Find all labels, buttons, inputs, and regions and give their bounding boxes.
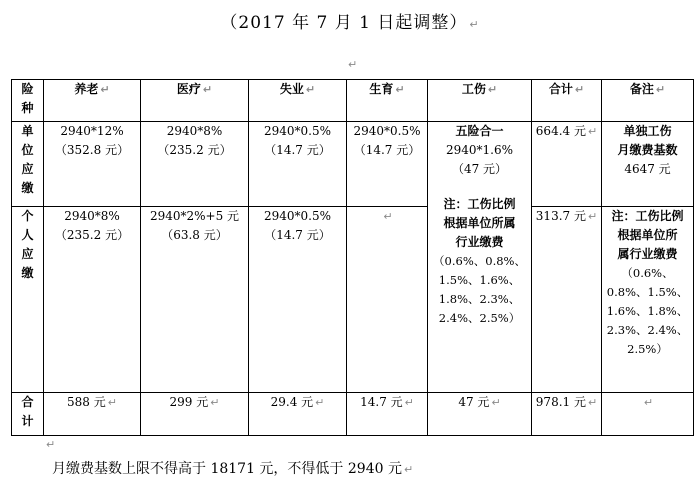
header-unemployment: 失业 ↵ [249, 80, 347, 122]
unit-remarks-cell: 单独工伤 月缴费基数 4647 元 [602, 122, 694, 207]
total-medical-cell: 299 元 ↵ [141, 393, 249, 436]
title-text: （2017 年 7 月 1 日起调整） [220, 13, 468, 33]
footnote [52, 458, 413, 478]
total-pension-cell: 588 元 ↵ [44, 393, 141, 436]
unit-medical-cell: 2940*8% （235.2 元） [141, 122, 249, 207]
paragraph-mark-icon: ↵ [403, 463, 414, 476]
paragraph-mark-icon: ↵ [348, 58, 358, 71]
personal-pension-cell: 2940*8% （235.2 元） [44, 207, 141, 393]
total-remarks-cell: ↵ [602, 393, 694, 436]
total-unemployment-cell: 29.4 元 ↵ [249, 393, 347, 436]
personal-total-cell: 313.7 元 ↵ [532, 207, 602, 393]
footnote-text: 月缴费基数上限不得高于 18171 元，不得低于 2940 元 [52, 461, 402, 477]
total-maternity-cell: 14.7 元 ↵ [347, 393, 428, 436]
unit-maternity-cell: 2940*0.5% （14.7 元） [347, 122, 428, 207]
unit-row-label: 单 位 应 缴 [12, 122, 44, 207]
total-injury-cell: 47 元 ↵ [428, 393, 532, 436]
header-total: 合计 ↵ [532, 80, 602, 122]
personal-remarks-cell: 注：工伤比例 根据单位所 属行业缴费 （0.6%、 0.8%、1.5%、 1.6%、1.8%、 2.3%、2.4%、 2.5%） [602, 207, 694, 393]
contribution-table [11, 79, 694, 436]
personal-contribution-row [12, 207, 694, 393]
page-title [0, 8, 700, 33]
personal-row-label: 个 人 应 缴 [12, 207, 44, 393]
unit-pension-cell: 2940*12% （352.8 元） [44, 122, 141, 207]
personal-maternity-cell: ↵ [347, 207, 428, 393]
paragraph-mark-icon: ↵ [469, 18, 480, 31]
unit-contribution-row [12, 122, 694, 207]
header-medical: 医疗 ↵ [141, 80, 249, 122]
header-row [12, 80, 694, 122]
total-row-label: 合 计 [12, 393, 44, 436]
personal-medical-cell: 2940*2%+5 元 （63.8 元） [141, 207, 249, 393]
unit-unemployment-cell: 2940*0.5% （14.7 元） [249, 122, 347, 207]
header-insurance-type: 险 种 [12, 80, 44, 122]
grand-total-cell: 978.1 元 ↵ [532, 393, 602, 436]
header-maternity: 生育 ↵ [347, 80, 428, 122]
header-injury: 工伤 ↵ [428, 80, 532, 122]
paragraph-mark-icon: ↵ [46, 438, 56, 451]
total-row [12, 393, 694, 436]
personal-unemployment-cell: 2940*0.5% （14.7 元） [249, 207, 347, 393]
unit-total-cell: 664.4 元 ↵ [532, 122, 602, 207]
header-remarks: 备注 ↵ [602, 80, 694, 122]
injury-merged-cell: 五险合一 2940*1.6% （47 元） 注：工伤比例 根据单位所属 行业缴费 （0.6%、0.8%、 1.5%、1.6%、 1.8%、2.3%、 2.4%、2.5%） [428, 122, 532, 393]
header-pension: 养老 ↵ [44, 80, 141, 122]
